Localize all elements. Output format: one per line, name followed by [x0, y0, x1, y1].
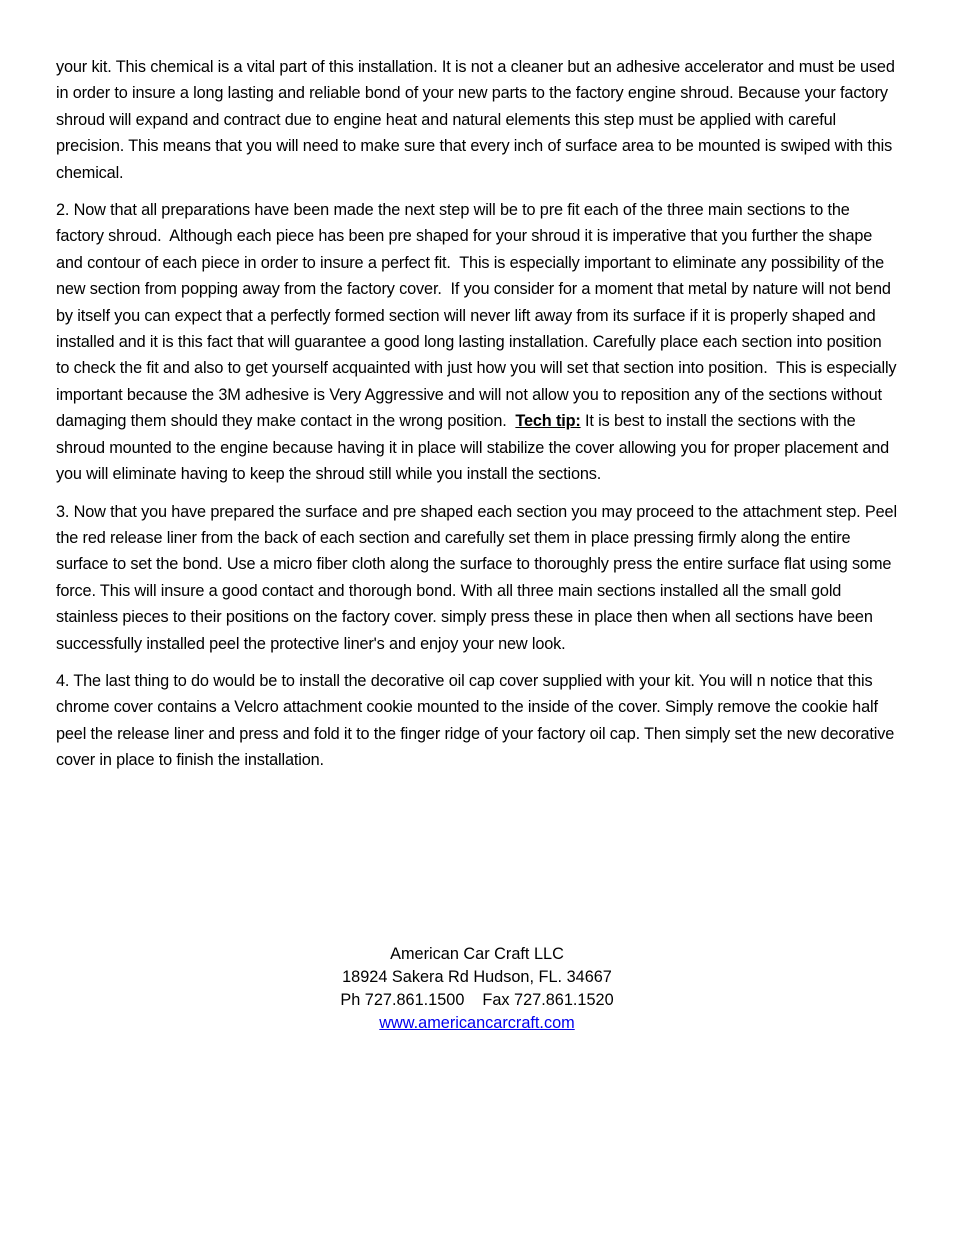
- company-name: American Car Craft LLC: [390, 945, 564, 963]
- paragraph-step-3-attach: 3. Now that you have prepared the surface and pre shaped each section you may proceed to the attachment step. Peel the red release liner from the back of each section and carefully set them in place pressing firmly along the entire surface to set the bond. Use a micro fiber cloth along the surface to thoroughly press the entire surface flat using some force. This will insure a good contact and thorough bond. With all three main sections installed all the small gold stainless pieces to their positions on the factory cover. simply press these in place then when all sections have been successfully installed peel the protective liner's and enjoy your new look.: [56, 502, 897, 653]
- tech-tip-label: Tech tip:: [515, 412, 581, 431]
- phone-number: Ph 727.861.1500: [340, 991, 465, 1009]
- paragraph-step-4-oil-cap: 4. The last thing to do would be to install the decorative oil cap cover supplied with your kit. You will n notice that this chrome cover contains a Velcro attachment cookie mounted to the inside of the cover. Simply remove the cookie half peel the release liner and press and fold it to the finger ridge of your factory oil cap. Then simply set the new decorative cover in place to finish the installation.: [56, 671, 895, 770]
- company-address: 18924 Sakera Rd Hudson, FL. 34667: [342, 968, 612, 986]
- step-2-text: 2. Now that all preparations have been made the next step will be to pre fit each of the three main sections to the factory shroud. Although each piece has been pre shaped for your shroud it is imperative that you further the shape and contour of each piece in order to insure a perfect fit. This is especially important to eliminate any possibility of the new section from popping away from the factory cover. If you consider for a moment that metal by nature will not bend by itself you can expect that a perfectly formed section will never lift away from its surface if it is properly shaped and installed and it is this fact that will guarantee a good long lasting installation. Carefully place each section into position to check the fit and also to get yourself acquainted with just how you will set that section into position. This is especially important because the 3M adhesive is Very Aggressive and will not allow you to reposition any of the sections without damaging them should they make contact in the wrong position.: [56, 201, 901, 431]
- document-body: [56, 54, 901, 785]
- paragraph-chemical-prep: your kit. This chemical is a vital part of this installation. It is not a cleaner but an adhesive accelerator and must be used in order to insure a long lasting and reliable bond of your new parts to the factory engine shroud. Because your factory shroud will expand and contract due to engine heat and natural elements this step must be applied with careful precision. This means that you will need to make sure that every inch of surface area to be mounted is swiped with this chemical.: [56, 58, 895, 182]
- fax-number: Fax 727.861.1520: [482, 991, 614, 1009]
- company-contact-line: [0, 989, 954, 1012]
- paragraph-step-2-prefit: [56, 197, 901, 487]
- tech-tip-text: It is best to install the sections with the shroud mounted to the engine because having it in place will stabilize the cover allowing you for proper placement and you will eliminate having to keep the shroud still while you install the sections.: [56, 412, 890, 484]
- website-link[interactable]: www.americancarcraft.com: [379, 1014, 575, 1032]
- company-footer: [0, 943, 954, 1035]
